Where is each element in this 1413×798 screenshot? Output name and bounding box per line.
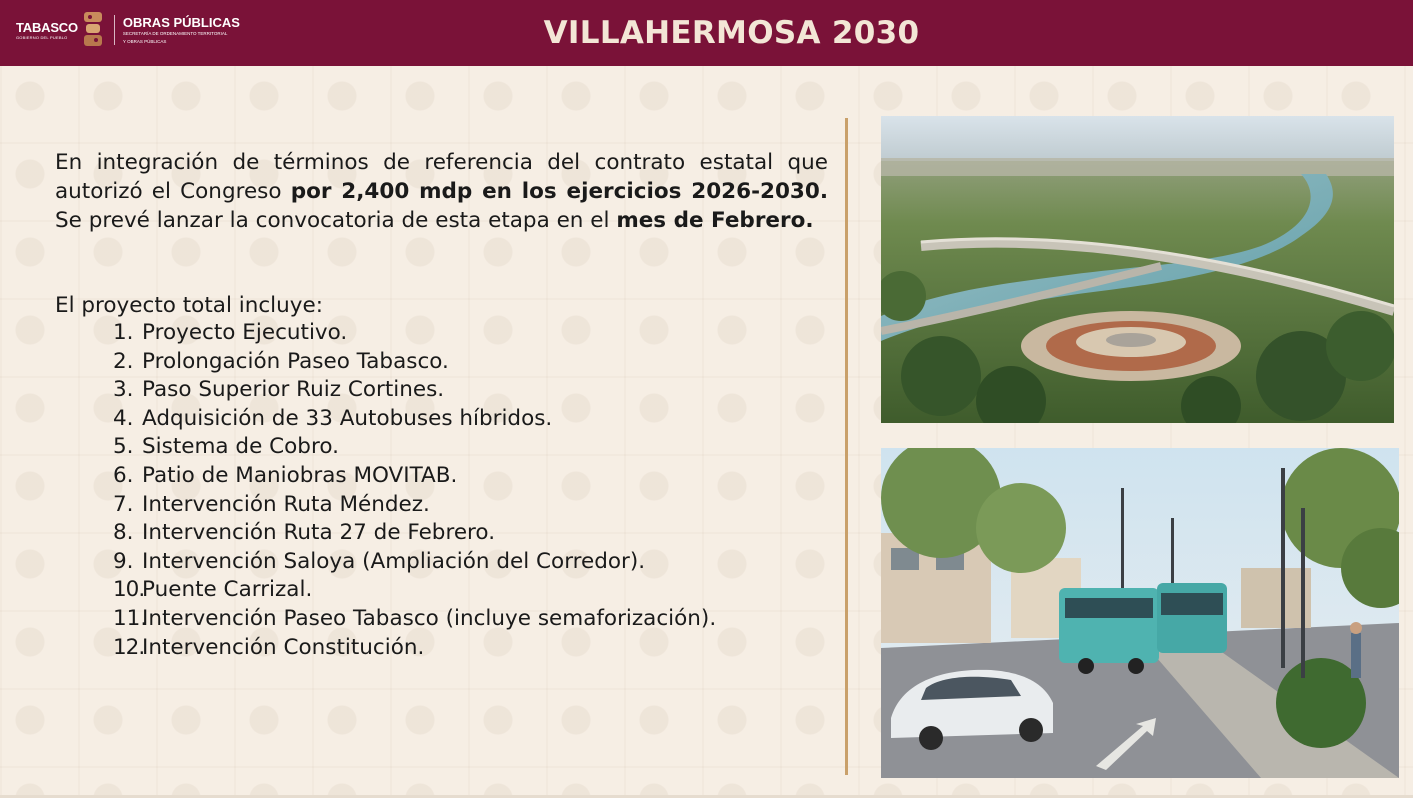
- list-item: [113, 634, 716, 663]
- list-item-number: 2.: [113, 348, 134, 374]
- list-item-text: Intervención Paseo Tabasco (incluye semaforización).: [142, 605, 717, 631]
- list-item-number: 6.: [113, 462, 134, 488]
- aerial-render-image: [881, 116, 1394, 423]
- intro-paragraph: [55, 148, 828, 235]
- logo-obras-text: OBRAS PÚBLICAS: [122, 15, 240, 31]
- list-item: [113, 548, 716, 577]
- list-item-number: 1.: [113, 320, 134, 345]
- list-item-text: Intervención Ruta Méndez.: [142, 491, 430, 517]
- list-item: [113, 491, 716, 520]
- list-item-text: Prolongación Paseo Tabasco.: [142, 348, 449, 374]
- list-item: [113, 462, 716, 491]
- project-list: [113, 319, 716, 662]
- list-item: [113, 605, 716, 634]
- list-item-text: Intervención Ruta 27 de Febrero.: [142, 520, 496, 546]
- list-item-number: 4.: [113, 405, 134, 431]
- list-item: [113, 376, 716, 405]
- intro-bold-month: mes de Febrero.: [616, 208, 814, 233]
- list-item-text: Patio de Maniobras MOVITAB.: [142, 462, 458, 488]
- list-item-number: 12.: [113, 634, 145, 660]
- list-item-number: 7.: [113, 491, 134, 517]
- vertical-divider: [845, 118, 848, 775]
- list-item-text: Proyecto Ejecutivo.: [142, 320, 348, 345]
- list-item-text: Adquisición de 33 Autobuses híbridos.: [142, 405, 553, 431]
- logo-obras-subtext-2: Y OBRAS PÚBLICAS: [122, 38, 167, 44]
- intro-text-1: En integración de términos de referencia del contrato estatal que autorizó el Congreso: [55, 150, 828, 204]
- list-item: [113, 433, 716, 462]
- intro-bold-amount: por 2,400 mdp en los ejercicios 2026-2030.: [290, 179, 829, 204]
- list-item: [113, 405, 716, 434]
- list-item-number: 8.: [113, 520, 134, 546]
- intro-text-2: Se prevé lanzar la convocatoria de esta etapa en el: [55, 208, 617, 233]
- list-item-number: 11.: [113, 605, 148, 631]
- list-item-text: Paso Superior Ruiz Cortines.: [142, 377, 445, 403]
- logo-tabasco-subtext: GOBIERNO DEL PUEBLO: [16, 34, 68, 40]
- list-item-number: 3.: [113, 377, 134, 403]
- list-item-text: Sistema de Cobro.: [142, 434, 339, 460]
- list-item-text: Intervención Saloya (Ampliación del Corredor).: [142, 548, 646, 574]
- page-title: VILLAHERMOSA 2030: [543, 15, 920, 51]
- list-item-text: Puente Carrizal.: [142, 577, 313, 603]
- list-item: [113, 348, 716, 377]
- list-item: [113, 519, 716, 548]
- list-title: El proyecto total incluye:: [55, 293, 323, 318]
- list-item-number: 10.: [113, 577, 145, 603]
- list-item-number: 5.: [113, 434, 134, 460]
- header-bar: [0, 0, 1413, 66]
- logo-tabasco-text: TABASCO: [16, 19, 78, 35]
- list-item: [113, 576, 716, 605]
- list-item-number: 9.: [113, 548, 134, 574]
- logo-obras-subtext-1: SECRETARÍA DE ORDENAMIENTO TERRITORIAL: [122, 31, 228, 37]
- list-item-text: Intervención Constitución.: [142, 634, 425, 660]
- street-render-image: [881, 448, 1399, 778]
- list-item: [113, 319, 716, 348]
